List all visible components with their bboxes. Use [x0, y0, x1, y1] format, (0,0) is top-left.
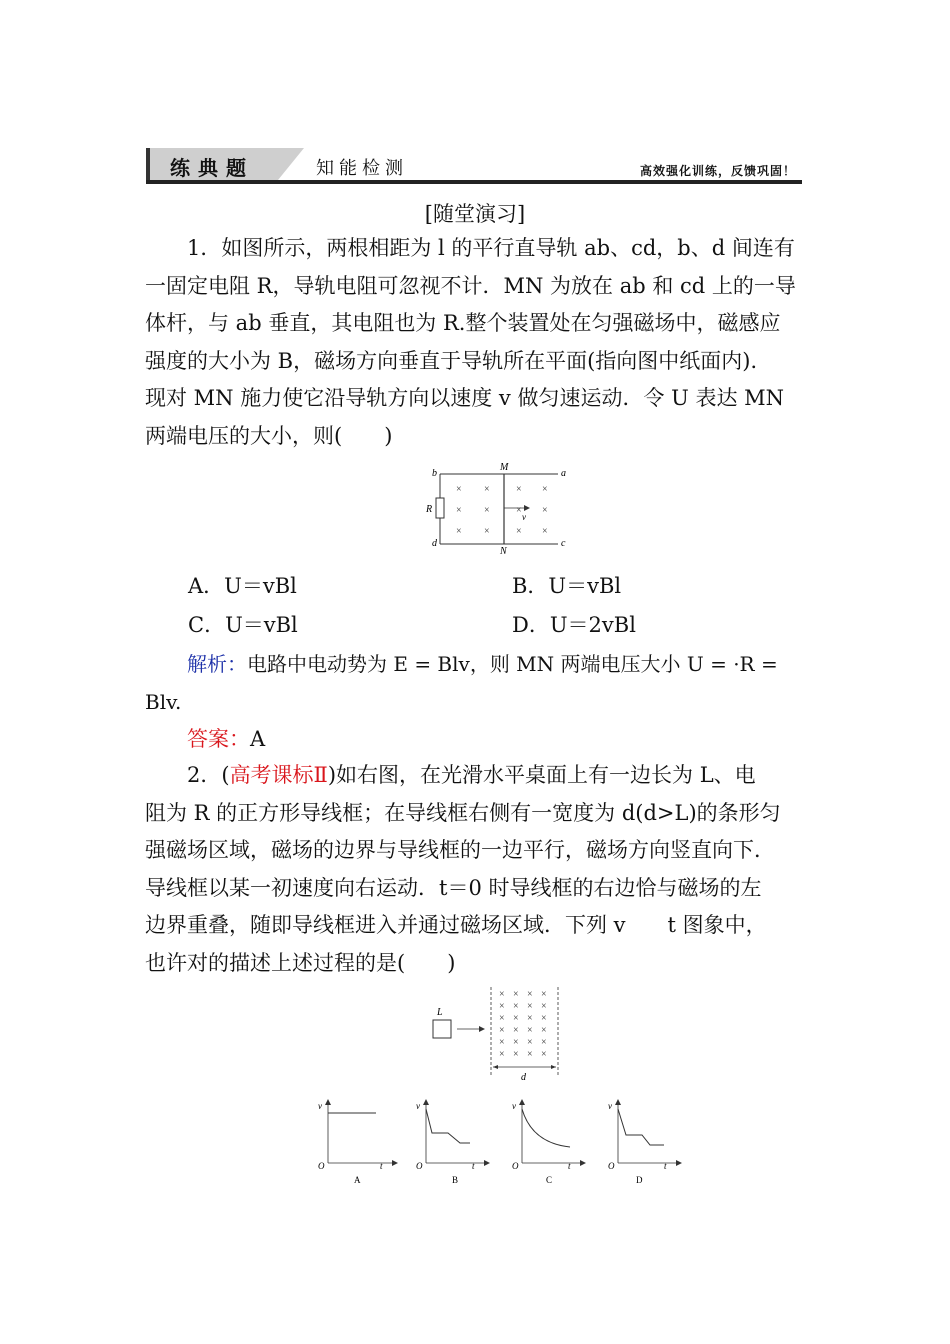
q1-answer [145, 721, 810, 759]
field-cross: × [542, 484, 548, 495]
banner-tab-edge [278, 148, 304, 180]
q1-text [145, 230, 810, 455]
origin: O [608, 1161, 615, 1171]
field-cross: × [541, 1025, 547, 1036]
field-cross: × [541, 1013, 547, 1024]
q2-line: 强磁场区域，磁场的边界与导线框的一边平行，磁场方向竖直向下． [145, 838, 775, 862]
field-cross: × [527, 1049, 533, 1060]
label-b: b [432, 468, 437, 479]
field-cross: × [541, 1037, 547, 1048]
field-cross: × [513, 989, 519, 1000]
field-cross: × [516, 505, 522, 516]
label-r: R [426, 504, 433, 515]
q2-source-tag: 高考课标Ⅱ [229, 763, 328, 787]
field-cross: × [513, 1025, 519, 1036]
field-cross: × [541, 989, 547, 1000]
axis-v: v [512, 1101, 516, 1111]
q2-field-figure [425, 985, 565, 1085]
field-cross: × [499, 989, 505, 1000]
field-cross: × [516, 526, 522, 537]
field-cross: × [513, 1001, 519, 1012]
q2-line-pre: 2．( [187, 763, 230, 787]
label-width-d: d [521, 1072, 526, 1083]
label-a: a [561, 468, 566, 479]
q1-line: 现对 MN 施力使它沿导轨方向以速度 v 做匀速运动．令 U 表达 MN [145, 386, 785, 410]
graph-d [608, 1099, 682, 1185]
field-cross: × [527, 1025, 533, 1036]
section-banner [146, 148, 802, 186]
analysis-text: 电路中电动势为 E = Blv，则 MN 两端电压大小 U = ·R = [247, 652, 778, 676]
field-cross: × [484, 526, 490, 537]
field-cross: × [527, 1037, 533, 1048]
label-v: v [522, 512, 526, 522]
field-cross: × [499, 1049, 505, 1060]
field-cross: × [541, 1049, 547, 1060]
graph-b [416, 1099, 490, 1185]
answer-value: A [250, 727, 266, 751]
q1-line: 两端电压的大小，则( ) [145, 423, 393, 448]
banner-subtitle: 知能检测 [316, 158, 408, 179]
q1-option-b: B．U＝vBl [512, 574, 622, 598]
q1-line: 体杆，与 ab 垂直，其电阻也为 R.整个装置处在匀强磁场中，磁感应 [145, 311, 781, 335]
label-c: c [561, 538, 566, 549]
axis-t: t [568, 1161, 571, 1171]
q1-rail-figure [420, 458, 580, 558]
q2-line: 边界重叠，随即导线框进入并通过磁场区域．下列 v t 图象中， [145, 913, 767, 937]
graph-label: A [354, 1175, 361, 1185]
q1-line: 一固定电阻 R，导轨电阻可忽视不计．MN 为放在 ab 和 cd 上的一导 [145, 273, 796, 298]
field-cross: × [484, 484, 490, 495]
answer-label: 答案： [187, 727, 250, 751]
graph-c [512, 1099, 586, 1185]
analysis-text-2: Blv. [145, 689, 182, 714]
graph-label: B [452, 1175, 459, 1185]
q1-analysis [145, 646, 810, 721]
banner-title: 练典题 [170, 156, 254, 180]
field-cross: × [456, 505, 462, 516]
origin: O [512, 1161, 519, 1171]
field-cross: × [527, 989, 533, 1000]
q2-line-post: )如右图，在光滑水平桌面上有一边长为 L、电 [327, 763, 756, 787]
field-cross: × [516, 484, 522, 495]
square-frame [433, 1020, 451, 1038]
axis-t: t [380, 1161, 383, 1171]
field-cross: × [499, 1001, 505, 1012]
axis-t: t [472, 1161, 475, 1171]
graph-a [318, 1099, 398, 1185]
graph-label: C [546, 1175, 553, 1185]
field-cross: × [527, 1013, 533, 1024]
q2-line: 阻为 R 的正方形导线框；在导线框右侧有一宽度为 d(d>L)的条形匀 [145, 800, 781, 825]
label-m: M [500, 462, 509, 473]
q1-line: 强度的大小为 B，磁场方向垂直于导轨所在平面(指向图中纸面内)． [145, 348, 772, 373]
field-cross: × [456, 526, 462, 537]
section-title: [随堂演习] [424, 202, 526, 226]
field-cross: × [513, 1013, 519, 1024]
field-cross: × [499, 1025, 505, 1036]
axis-v: v [416, 1101, 420, 1111]
label-d: d [432, 538, 437, 549]
origin: O [318, 1161, 325, 1171]
axis-v: v [608, 1101, 612, 1111]
q2-line: 导线框以某一初速度向右运动．t＝0 时导线框的右边恰与磁场的左 [145, 875, 762, 900]
field-cross: × [456, 484, 462, 495]
q2-graphs [310, 1095, 690, 1190]
q1-line: 1．如图所示，两根相距为 l 的平行直导轨 ab、cd，b、d 间连有 [187, 236, 795, 260]
q2-text [145, 757, 810, 982]
q1-option-d: D．U＝2vBl [512, 613, 636, 637]
graph-label: D [636, 1175, 643, 1185]
resistor [436, 498, 444, 518]
origin: O [416, 1161, 423, 1171]
field-cross: × [484, 505, 490, 516]
field-cross: × [542, 526, 548, 537]
q1-option-c: C．U＝vBl [188, 613, 298, 637]
axis-v: v [318, 1101, 322, 1111]
analysis-label: 解析： [187, 652, 247, 676]
axis-t: t [664, 1161, 667, 1171]
label-l: L [437, 1007, 443, 1018]
q1-option-a: A．U＝vBl [188, 574, 297, 598]
banner-slogan: 高效强化训练，反馈巩固！ [639, 164, 796, 178]
field-cross: × [527, 1001, 533, 1012]
banner-rule [146, 180, 802, 184]
field-cross: × [541, 1001, 547, 1012]
field-cross: × [513, 1037, 519, 1048]
field-cross: × [499, 1037, 505, 1048]
label-n: N [500, 546, 507, 557]
field-cross: × [499, 1013, 505, 1024]
q2-line: 也许对的描述上述过程的是( ) [145, 950, 456, 975]
field-cross: × [542, 505, 548, 516]
field-cross: × [513, 1049, 519, 1060]
